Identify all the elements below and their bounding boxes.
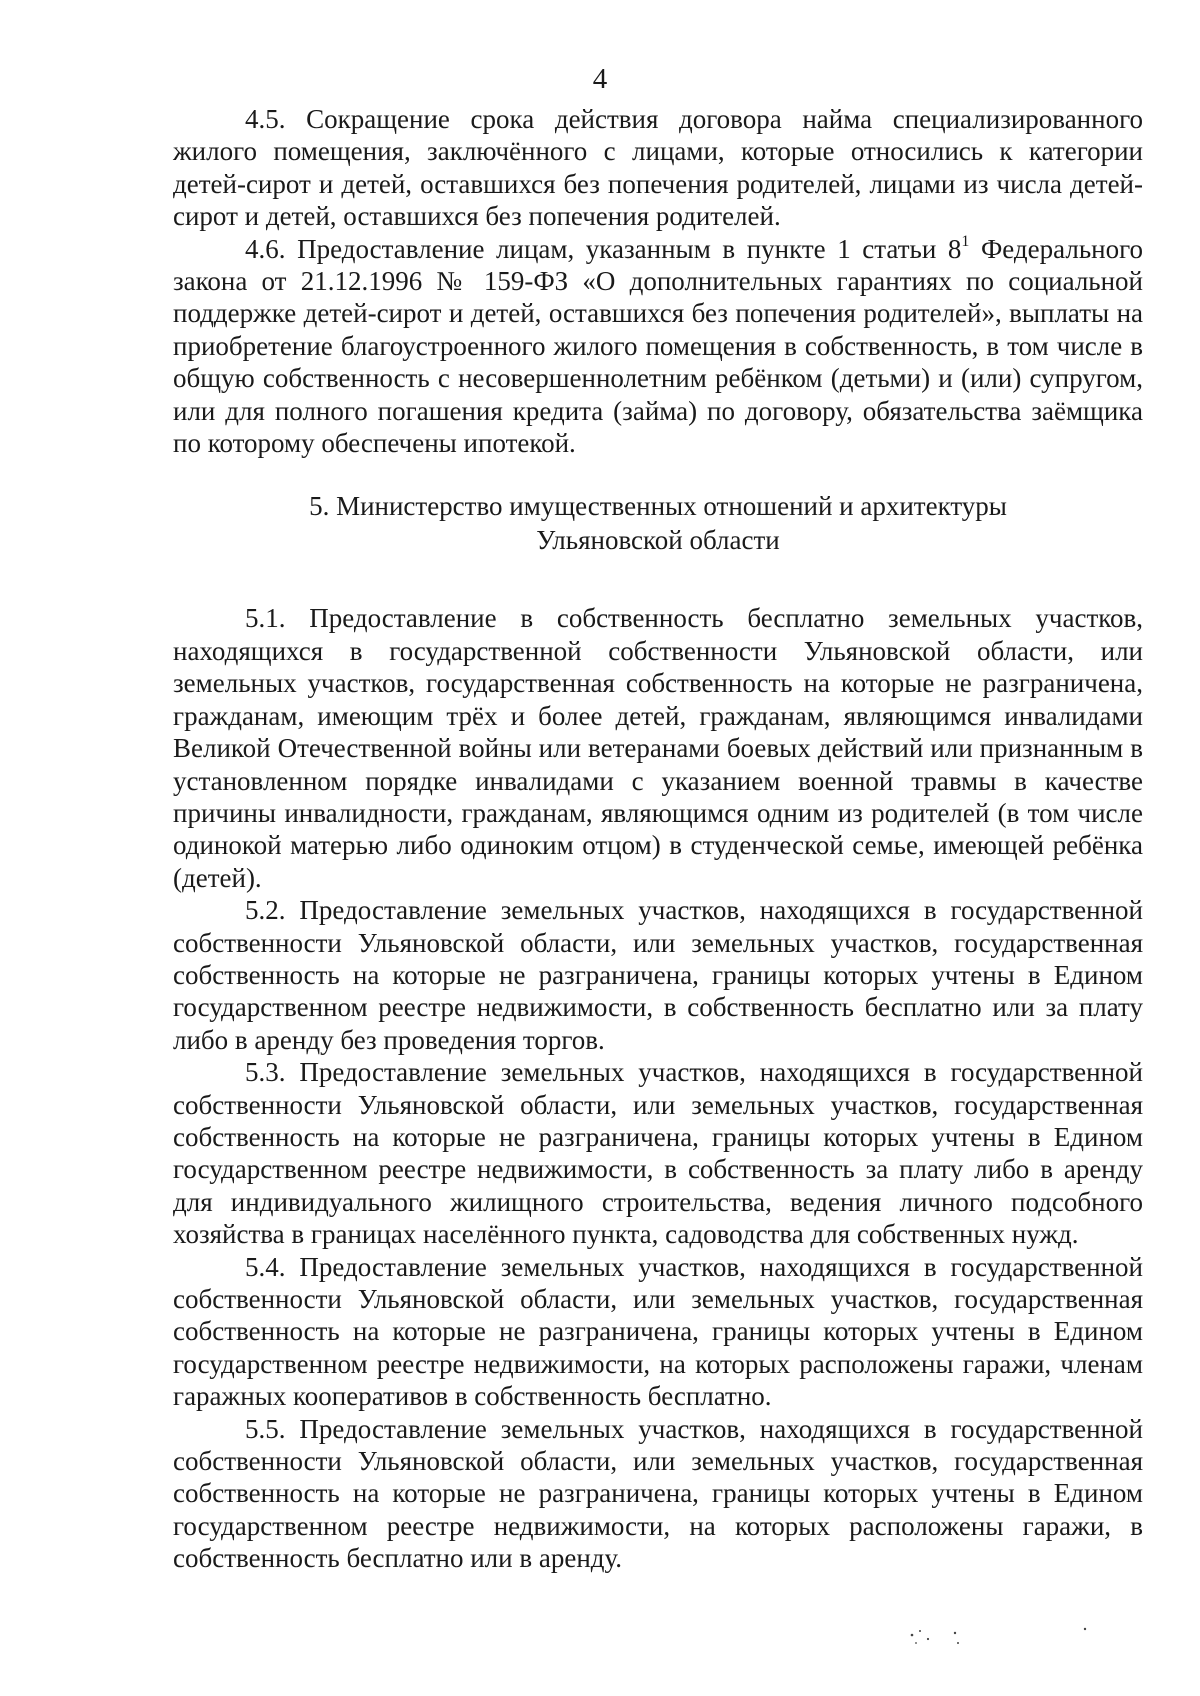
paragraph-5-4: 5.4. Предоставление земельных участков, находящихся в государственной собственности Ульяновской области, или земельных участков, государственная собственность на которые не разграничена, границы которых учтены в Едином государственном реестре недвижимости, на которых расположены гаражи, членам гаражных кооперативов в собственность бесплатно. [173, 1251, 1143, 1412]
section-heading-line-2: Ульяновской области [536, 525, 780, 556]
document-body [173, 103, 1143, 1575]
paragraph-5-3: 5.3. Предоставление земельных участков, находящихся в государственной собственности Ульяновской области, или земельных участков, государственная собственность на которые не разграничена, границы которых учтены в Едином государственном реестре недвижимости, в собственность за плату либо в аренду для индивидуального жилищного строительства, ведения личного подсобного хозяйства в границах населённого пункта, садоводства для собственных нужд. [173, 1057, 1143, 1250]
paragraph-4-5: 4.5. Сокращение срока действия договора найма специализированного жилого помещения, заключённого с лицами, которые относились к категории детей-сирот и детей, оставшихся без попечения родителей, лицами из числа детей-сирот и детей, оставшихся без попечения родителей. [173, 104, 1143, 232]
paragraph-4-6-part2: Федерального закона от 21.12.1996 № 159-ФЗ «О дополнительных гарантиях по социальной поддержке детей-сирот и детей, оставшихся без попечения родителей», выплаты на приобретение благоустроенного жилого помещения в собственность, в том числе в общую собственность с несовершеннолетним ребёнком (детьми) и (или) супругом, или для полного погашения кредита (займа) по договору, обязательства заёмщика по которому обеспечены ипотекой. [173, 233, 1143, 459]
paragraph-5-1: 5.1. Предоставление в собственность бесплатно земельных участков, находящихся в государственной собственности Ульяновской области, или земельных участков, государственная собственность на которые не разграничена, гражданам, имеющим трёх и более детей, гражданам, являющимся инвалидами Великой Отечественной войны или ветеранами боевых действий или признанным в установленном порядке инвалидами с указанием военной травмы в качестве причины инвалидности, гражданам, являющимся одним из родителей (в том числе одинокой матерью либо одиноким отцом) в студенческой семье, имеющей ребёнка (детей). [173, 603, 1143, 893]
paragraph-5-2: 5.2. Предоставление земельных участков, находящихся в государственной собственности Ульяновской области, или земельных участков, государственная собственность на которые не разграничена, границы которых учтены в Едином государственном реестре недвижимости, в собственность бесплатно или за плату либо в аренду без проведения торгов. [173, 895, 1143, 1055]
section-heading-line-1: 5. Министерство имущественных отношений и архитектуры [309, 491, 1007, 522]
section-heading-5 [173, 489, 1143, 557]
scan-specks-decoration [900, 1625, 1100, 1655]
paragraph-4-6 [173, 233, 1143, 460]
paragraph-4-6-part1: 4.6. Предоставление лицам, указанным в пункте 1 статьи 8 [245, 233, 962, 264]
paragraph-5-5: 5.5. Предоставление земельных участков, находящихся в государственной собственности Ульяновской области, или земельных участков, государственная собственность на которые не разграничена, границы которых учтены в Едином государственном реестре недвижимости, на которых расположены гаражи, в собственность бесплатно или в аренду. [173, 1413, 1143, 1574]
page-number: 4 [592, 63, 608, 95]
superscript-footnote: 1 [961, 232, 970, 250]
